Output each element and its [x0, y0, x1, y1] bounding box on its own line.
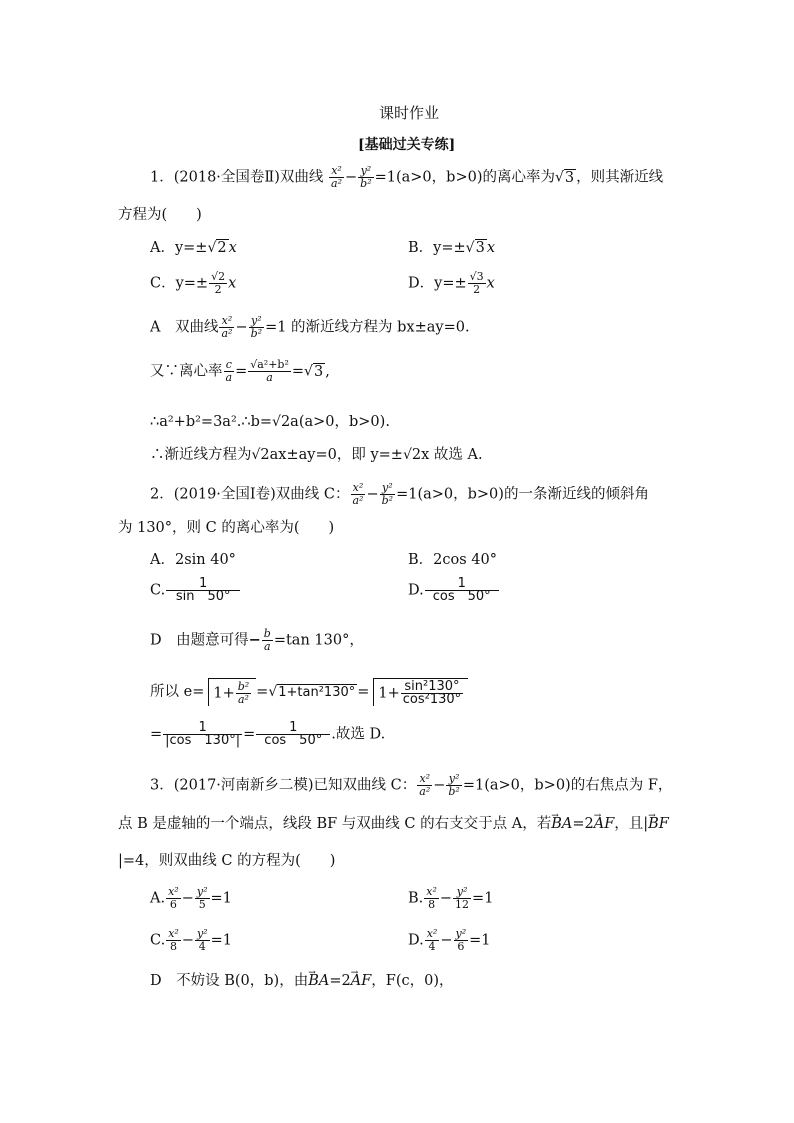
q1-stem-line2: 方程为( ): [118, 207, 202, 223]
q2-solution-3: = $\frac{1}{|\cos 130^\circ|}$ = $\frac{1}{\cos 50^\circ}$ .故选 D.: [150, 720, 386, 748]
q1-solution-2: 又∵离心率 $\frac{c}{a}$ = $\frac{\text{√a²+b²}}{a}$ =√3 ,: [150, 358, 330, 384]
q2-option-a: A．2sin 40°: [150, 552, 236, 568]
q1-solution-3: ∴a²+b²=3a².∴b=√2a(a>0，b>0).: [150, 414, 390, 430]
q1-option-d: D．y=± $\frac{√3}{2}$ x: [408, 270, 495, 296]
q2-stem: 2．(2019·全国Ⅰ卷)双曲线 C： $\frac{\text{x²}}{\text{a²}}$ − $\frac{\text{y²}}{\text{b²}}$ =1(a>0，b>0)的一条渐近线的倾斜角: [150, 481, 649, 507]
section-heading: [基础过关专练]: [358, 137, 456, 153]
q2-solution-2: 所以 e= 1+ $\frac{\text{b²}}{\text{a²}}$ =√1+tan²130° = 1+ $\frac{\text{sin²130°}}{\text{cos²130°}}$: [150, 678, 468, 706]
q2-option-d: D. $\frac{1}{\cos 50^\circ}$: [408, 578, 500, 603]
q1-option-c: C．y=± $\frac{√2}{2}$ x: [150, 270, 237, 296]
q3-stem-line2: 点 B 是虚轴的一个端点，线段 BF 与双曲线 C 的右支交于点 A，若→ BA=2→ AF，且|→ BF: [118, 815, 669, 833]
q3-answer: D 不妨设 B(0，b)，由→ BA=2→ AF，F(c，0)，: [150, 972, 454, 990]
q1-stem: 1．(2018·全国卷Ⅱ)双曲线 $\frac{\text{x²}}{\text{a²}}$ − $\frac{\text{y²}}{\text{b²}}$ =1(a>0，b>0)的离心率为√3 ，则其渐近线: [150, 164, 664, 190]
q3-stem: 3．(2017·河南新乡二模)已知双曲线 C： $\frac{\text{x²}}{\text{a²}}$ − $\frac{\text{y²}}{\text{b²}}$ =1(a>0，b>0)的右焦点为 F，: [150, 772, 673, 798]
q3-option-a: A. $\frac{\text{x²}}{6}$ − $\frac{\text{y²}}{5}$ =1: [150, 885, 232, 911]
q3-option-c: C. $\frac{\text{x²}}{8}$ − $\frac{\text{y²}}{4}$ =1: [150, 927, 232, 953]
q1-solution-4: ∴渐近线方程为√2ax±ay=0，即 y=±√2x 故选 A.: [150, 447, 483, 463]
page-title: 课时作业: [379, 104, 440, 122]
q3-stem-line3: |=4，则双曲线 C 的方程为( ): [118, 853, 336, 869]
q2-answer: D 由题意可得− $\frac{b}{a}$ =tan 130°，: [150, 627, 364, 653]
q1-option-b: B．y=±√3 x: [408, 240, 495, 256]
q2-option-b: B．2cos 40°: [408, 552, 497, 568]
q3-option-d: D. $\frac{\text{x²}}{4}$ − $\frac{\text{y²}}{6}$ =1: [408, 927, 491, 953]
q2-option-c: C. $\frac{1}{\sin 50^\circ}$: [150, 578, 241, 603]
q1-answer: A 双曲线 $\frac{\text{x²}}{\text{a²}}$ − $\frac{\text{y²}}{\text{b²}}$ =1 的渐近线方程为 bx±ay=0.: [150, 314, 470, 340]
q1-option-a: A．y=±√2 x: [150, 240, 237, 256]
q2-stem-line2: 为 130°，则 C 的离心率为( ): [118, 520, 335, 536]
q3-option-b: B. $\frac{\text{x²}}{8}$ − $\frac{\text{y²}}{12}$ =1: [408, 885, 494, 911]
